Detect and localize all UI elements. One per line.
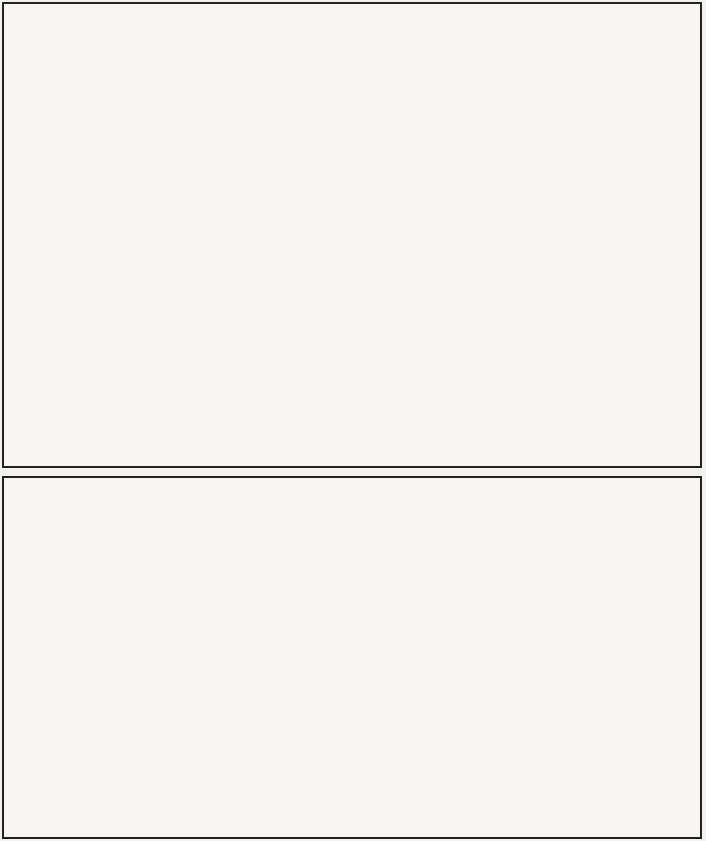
bazi-chart-grid — [2, 2, 702, 468]
yearly-luck-grid — [2, 476, 702, 839]
